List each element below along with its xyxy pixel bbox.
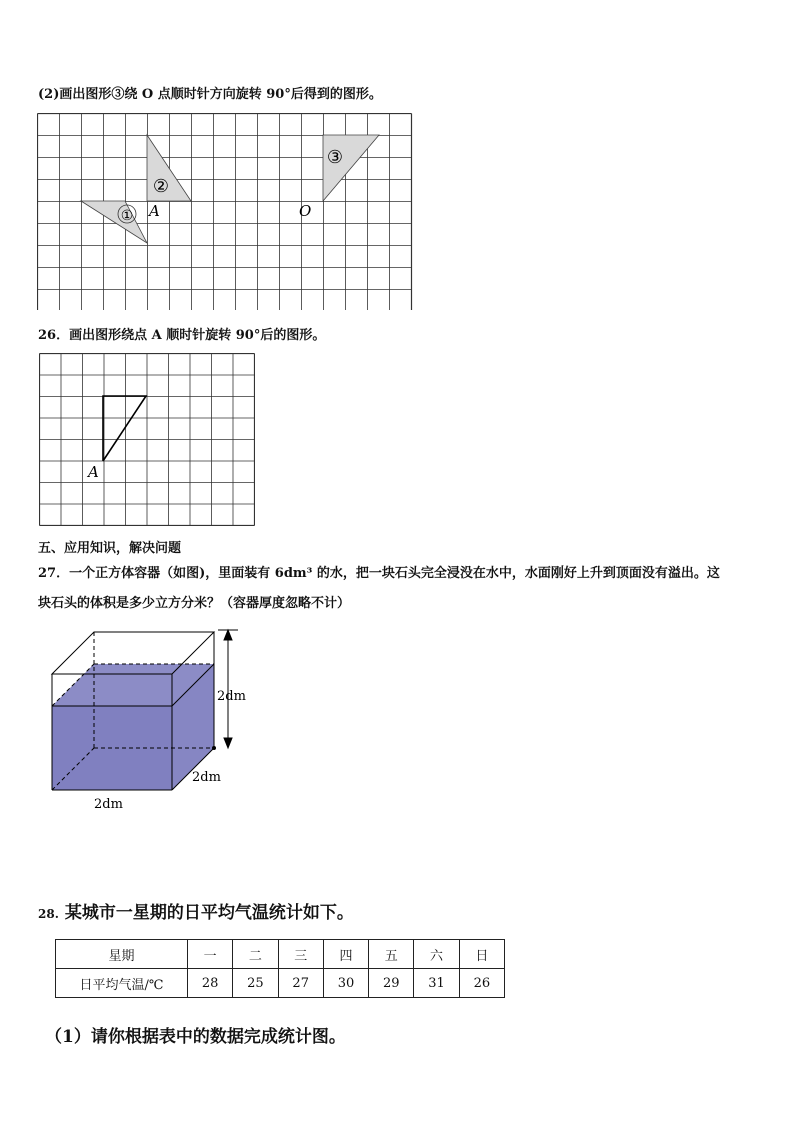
depth-label: 2dm: [192, 770, 221, 785]
q25-part2-text: (2)画出图形③绕 O 点顺时针方向旋转 90°后得到的图形。: [38, 87, 382, 102]
day-cell: 六: [414, 940, 459, 969]
q28-number: 28.: [38, 907, 59, 921]
temp-cell: 29: [369, 969, 414, 998]
row-label-cell: 日平均气温/℃: [56, 969, 188, 998]
shape-1-label: ①: [120, 208, 134, 224]
shape-3-label: ③: [326, 147, 344, 168]
triangle-shape-1: [81, 201, 147, 243]
height-label: 2dm: [217, 689, 246, 704]
q27-line-2: 块石头的体积是多少立方分米？（容器厚度忽略不计）: [38, 596, 351, 611]
temperature-table: [55, 939, 505, 998]
q27-line-1: 27．一个正方体容器（如图)，里面装有 6dm³ 的水，把一块石头完全浸没在水中，水面刚好上升到顶面没有溢出。这: [38, 566, 720, 581]
point-a-label: A: [149, 202, 160, 220]
triangle-shape-3: [323, 135, 379, 201]
shape-2-label: ②: [152, 176, 170, 197]
q28-heading: [38, 898, 354, 923]
section-title: 五、应用知识，解决问题: [38, 541, 182, 556]
table-row: [56, 940, 505, 969]
temp-cell: 25: [233, 969, 278, 998]
q26-text: 26．画出图形绕点 A 顺时针旋转 90°后的图形。: [38, 328, 326, 343]
day-cell: 五: [369, 940, 414, 969]
temp-cell: 30: [323, 969, 368, 998]
rotation-grid-1: [37, 113, 425, 310]
temp-cell: 31: [414, 969, 459, 998]
day-cell: 三: [278, 940, 323, 969]
table-row: [56, 969, 505, 998]
grid-lines: [40, 354, 255, 526]
q28-text: 某城市一星期的日平均气温统计如下。: [64, 903, 354, 923]
header-label-cell: 星期: [56, 940, 188, 969]
day-cell: 四: [323, 940, 368, 969]
temp-cell: 26: [459, 969, 504, 998]
point-a-label: A: [88, 463, 99, 481]
cube-container-figure: [40, 622, 260, 822]
day-cell: 二: [233, 940, 278, 969]
rotation-grid-2: [39, 353, 255, 526]
q28-sub1: （1）请你根据表中的数据完成统计图。: [45, 1027, 346, 1047]
point-o-label: O: [299, 202, 312, 220]
day-cell: 一: [188, 940, 233, 969]
temp-cell: 28: [188, 969, 233, 998]
right-triangle-figure: [103, 396, 146, 461]
temp-cell: 27: [278, 969, 323, 998]
day-cell: 日: [459, 940, 504, 969]
width-label: 2dm: [94, 797, 123, 812]
